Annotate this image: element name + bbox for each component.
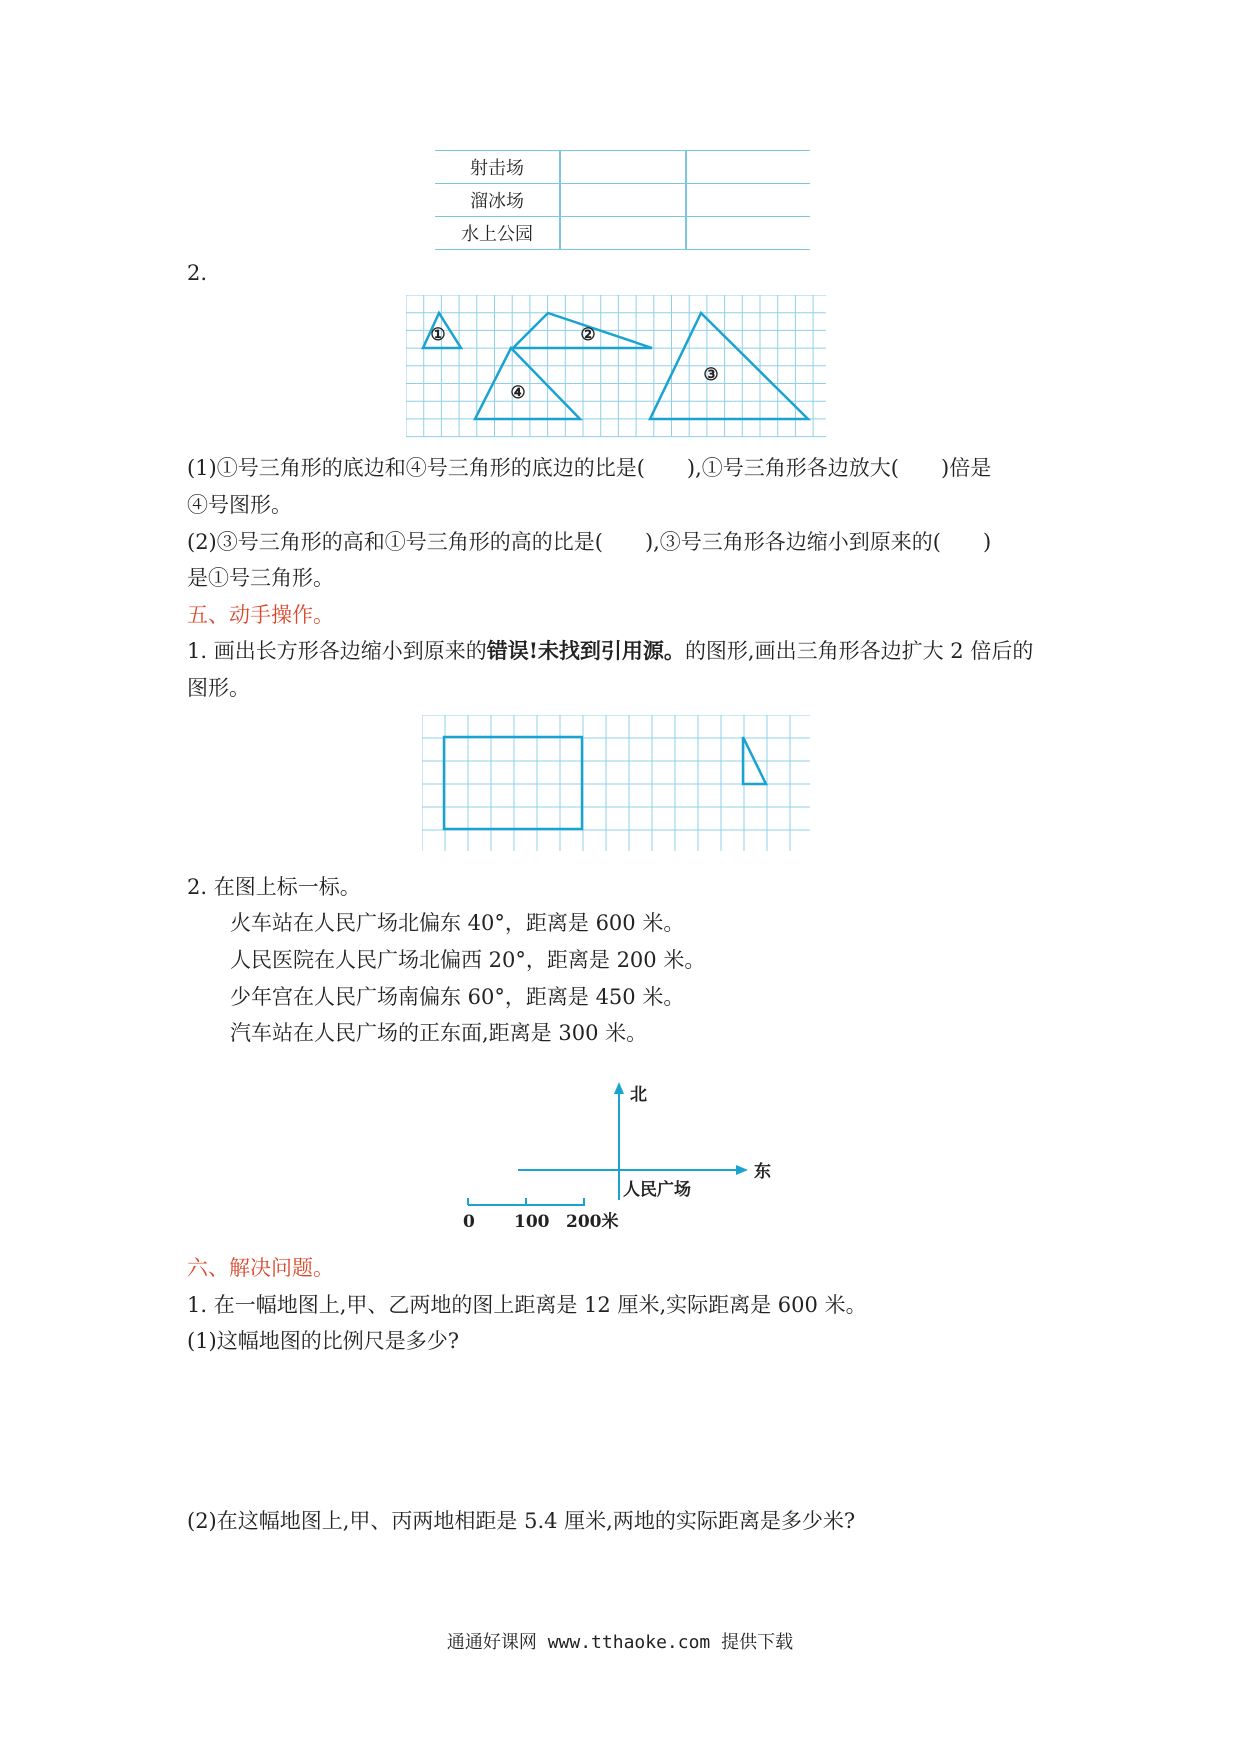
scale-label: 0 (463, 1212, 475, 1232)
place-cell: 水上公园 (435, 217, 560, 250)
direction-item: 火车站在人民广场北偏东 40°，距离是 600 米。 (230, 911, 685, 935)
triangle-label: ③ (703, 365, 719, 385)
question-number: 2. (187, 261, 208, 285)
error-ref-text: 错误!未找到引用源。 (486, 638, 685, 663)
scale-label: 100 (514, 1212, 550, 1232)
place-cell: 溜冰场 (435, 184, 560, 217)
triangle-grid-figure (406, 295, 828, 439)
direction-item: 汽车站在人民广场的正东面,距离是 300 米。 (230, 1021, 648, 1045)
question-text: 2. 在图上标一标。 (187, 875, 361, 899)
answer-cell (560, 217, 686, 250)
place-cell: 射击场 (435, 151, 560, 184)
question-text: (1)这幅地图的比例尺是多少? (187, 1329, 460, 1353)
direction-item: 少年宫在人民广场南偏东 60°，距离是 450 米。 (230, 985, 685, 1009)
question-text: ④号图形。 (187, 493, 292, 517)
triangle-label: ④ (510, 383, 526, 403)
answer-cell (686, 151, 810, 184)
answer-cell (686, 184, 810, 217)
north-label: 北 (630, 1085, 647, 1105)
triangle-label: ① (430, 325, 446, 345)
question-text: (2)③号三角形的高和①号三角形的高的比是( ),③号三角形各边缩小到原来的( ) (187, 530, 992, 554)
east-label: 东 (754, 1162, 771, 1182)
question-text: (1)①号三角形的底边和④号三角形的底边的比是( ),①号三角形各边放大( )倍是 (187, 456, 992, 480)
answer-cell (560, 184, 686, 217)
table-row (435, 217, 810, 250)
rectangle-shape (444, 737, 582, 829)
compass-diagram (460, 1080, 780, 1240)
question-text: 1. 画出长方形各边缩小到原来的错误!未找到引用源。的图形,画出三角形各边扩大 2 倍后的 (187, 638, 1034, 663)
table-row (435, 151, 810, 184)
footer-text: 通通好课网 www.tthaoke.com 提供下载 (446, 1632, 794, 1653)
section-heading: 五、动手操作。 (187, 603, 334, 627)
center-label: 人民广场 (623, 1180, 691, 1200)
question-text: (2)在这幅地图上,甲、丙两地相距是 5.4 厘米,两地的实际距离是多少米? (187, 1509, 856, 1533)
question-text: 图形。 (187, 676, 250, 700)
direction-item: 人民医院在人民广场北偏西 20°，距离是 200 米。 (230, 948, 706, 972)
table-row (435, 184, 810, 217)
answer-cell (560, 151, 686, 184)
section-heading: 六、解决问题。 (187, 1256, 334, 1280)
question-text: 1. 在一幅地图上,甲、乙两地的图上距离是 12 厘米,实际距离是 600 米。 (187, 1293, 867, 1317)
north-arrow-icon (614, 1082, 624, 1094)
question-text: 是①号三角形。 (187, 566, 334, 590)
triangle-label: ② (580, 325, 596, 345)
scale-label: 200米 (566, 1212, 619, 1232)
place-table (435, 150, 810, 250)
rectangle-grid-figure (422, 715, 812, 853)
east-arrow-icon (736, 1165, 748, 1175)
answer-cell (686, 217, 810, 250)
